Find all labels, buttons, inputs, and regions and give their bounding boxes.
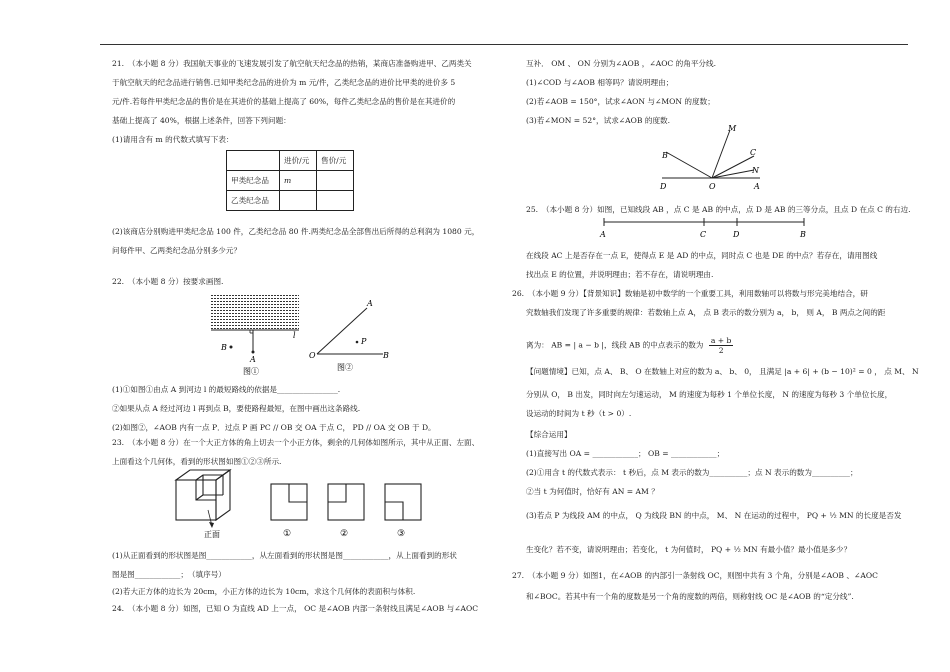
q26-line-8: (1)直接写出 OA = ____________； OB = ____________； xyxy=(526,449,725,458)
q26-line-2: 究数轴我们发现了许多重要的规律：若数轴上点 A， 点 B 表示的数分别为 a， b， 则 A， B 两点之间的距 xyxy=(526,308,886,317)
q27-line-1: 27. （本小题 9 分）如图1，在∠AOB 的内部引一条射线 OC，则图中共有 3 个角，分别是∠AOB 、∠AOC xyxy=(512,571,878,580)
q22-figure-2 xyxy=(305,296,395,376)
q23-line-4: 图是图____________； （填序号） xyxy=(112,570,226,579)
q24-line-1: 24. （本小题 8 分）如图，已知 O 为直线 AD 上一点， OC 是∠AOB 内部一条射线且满足∠AOB 与∠AOC xyxy=(112,604,479,613)
ray-oa xyxy=(317,308,367,354)
label-a: A xyxy=(250,355,256,364)
q24-cont-line-2: (1)∠COD 与∠AOB 相等吗？请说明理由； xyxy=(526,78,674,87)
q21-line-1: 21. （本小题 8 分）我国航天事业的飞速发展引发了航空航天纪念品的热销，某商店准备购进甲、乙两类关 xyxy=(112,59,472,68)
q26-line-9: (2)①用含 t 的代数式表示： t 秒后，点 M 表示的数为__________；点 N 表示的数为__________； xyxy=(526,468,858,477)
table-cell-a-cost: m xyxy=(280,171,317,191)
q23-line-2: 上面看这个几何体，看到的形状图如图①②③所示. xyxy=(112,457,282,466)
point-p xyxy=(356,341,359,344)
label-c: C xyxy=(750,148,757,157)
label-a2: A xyxy=(367,299,373,308)
table-row-a: 甲类纪念品 xyxy=(227,171,280,191)
q24-cont-line-1: 互补． OM 、 ON 分别为∠AOB ，∠AOC 的角平分线. xyxy=(526,59,717,68)
q21-line-7: 问每件甲、乙两类纪念品分别多少元？ xyxy=(112,246,242,255)
q24-cont-line-4: (3)若∠MON = 52°，试求∠AOB 的度数. xyxy=(526,116,671,125)
front-label: 正面 xyxy=(204,530,220,539)
fraction-denominator: 2 xyxy=(718,346,724,355)
q24-figure xyxy=(650,120,770,194)
q21-line-4: 基础上提高了 40%，根据上述条件，回答下列问题： xyxy=(112,116,291,125)
q23-line-5: (2)若大正方体的边长为 20cm，小正方体的边长为 10cm，求这个几何体的表面积与体积. xyxy=(112,587,416,596)
q21-line-6: (2)该商店分别购进甲类纪念品 100 件，乙类纪念品 80 件.两类纪念品全部售出后所得的总利润为 1080 元， xyxy=(112,227,480,236)
ray-om xyxy=(712,130,730,178)
table-header-cost: 进价/元 xyxy=(280,151,317,171)
ray-ob-24 xyxy=(666,152,712,178)
q23-view-1 xyxy=(268,482,312,540)
label-l: l xyxy=(293,331,296,340)
table-cell-b-cost[interactable] xyxy=(280,191,317,211)
table-row-b: 乙类纪念品 xyxy=(227,191,280,211)
point-a xyxy=(252,351,255,354)
table-cell-b-price[interactable] xyxy=(317,191,354,211)
fraction-numerator: a + b xyxy=(710,336,732,345)
q23-solid-figure xyxy=(168,466,252,542)
q23-line-1: 23. （本小题 8 分）在一个大正方体的角上切去一个小正方体，剩余的几何体如图所示，其中从正面、左面、 xyxy=(112,438,480,447)
q26-line-11: (3)若点 P 为线段 AM 的中点， Q 为线段 BN 的中点， M、 N 在运动的过程中， PQ + ½ MN 的长度是否发 xyxy=(526,511,902,520)
ray-oc xyxy=(712,156,754,178)
q21-line-2: 于航空航天的纪念品进行销售.已知甲类纪念品的进价为 m 元/件，乙类纪念品的进价比甲类的进价多 5 xyxy=(112,78,456,87)
label-p: P xyxy=(361,337,367,346)
q22-line-4: (2)如图②，∠AOB 内有一点 P．过点 P 画 PC // OB 交 OA 于点 C， PD // OA 交 OB 于 D。 xyxy=(112,423,436,432)
q23-view-2 xyxy=(325,482,369,540)
seg-label-c: C xyxy=(700,230,707,239)
q21-line-5: (1)请用含有 m 的代数式填写下表： xyxy=(112,135,234,144)
q26-line-7: 【综合运用】 xyxy=(526,430,572,439)
view-3-label: ③ xyxy=(397,529,406,539)
seg-label-a: A xyxy=(600,230,606,239)
q24-cont-line-3: (2)若∠AOB = 150°，试求∠AON 与∠MON 的度数； xyxy=(526,97,715,106)
fig1-caption: 图① xyxy=(243,367,259,376)
q26-line-6: 设运动的时间为 t 秒（t > 0）. xyxy=(526,409,632,418)
label-b24: B xyxy=(662,151,668,160)
q26-line-4: 【问题情境】已知，点 A、 B、 O 在数轴上对应的数为 a、 b、 0， 且满足 |a + 6| + (b − 10)² = 0 ， 点 M、 N xyxy=(526,367,919,376)
label-d: D xyxy=(660,182,667,191)
q26-line-1: 26. （本小题 9 分）【背景知识】数轴是初中数学的一个重要工具，利用数轴可以将数与形完美地结合，研 xyxy=(512,289,868,298)
q26-line-3 xyxy=(526,336,733,355)
midpoint-fraction xyxy=(709,336,734,355)
q27-line-2: 和∠BOC。若其中有一个角的度数是另一个角的度数的两倍，则称射线 OC 是∠AOB 的“定分线”. xyxy=(526,592,854,601)
label-o24: O xyxy=(709,182,716,191)
label-o: O xyxy=(309,351,316,360)
q26-line-12: 生变化？若不变，请说明理由；若变化， t 为何值时， PQ + ½ MN 有最小值？最小值是多少？ xyxy=(526,545,852,554)
label-b2: B xyxy=(383,351,389,360)
q22-line-1: 22. （本小题 8 分）按要求画图. xyxy=(112,277,224,286)
q23-line-3: (1)从正面看到的形状图是图____________，从左面看到的形状图是图____________，从上面看到的形状 xyxy=(112,551,457,560)
q21-table xyxy=(226,150,354,211)
q26-line-10: ②当 t 为何值时，恰好有 AN = AM ？ xyxy=(526,487,659,496)
river-hatch xyxy=(211,294,299,330)
label-m: M xyxy=(728,124,737,133)
label-a24: A xyxy=(754,182,760,191)
seg-label-d: D xyxy=(733,230,740,239)
q22-figure-1 xyxy=(205,292,305,376)
fig2-caption: 图② xyxy=(337,363,353,372)
seg-label-b: B xyxy=(800,230,806,239)
q22-line-3: ②如果从点 A 经过河边 l 再到点 B，要使路程最短，在图中画出这条路线. xyxy=(112,404,361,413)
q21-line-3: 元/件.若每件甲类纪念品的售价是在其进价的基础上提高了 60%，每件乙类纪念品的售价是在其进价的 xyxy=(112,97,456,106)
label-n: N xyxy=(752,166,759,175)
point-b xyxy=(230,346,233,349)
label-b: B xyxy=(221,343,227,352)
table-header-price: 售价/元 xyxy=(317,151,354,171)
view-2-label: ② xyxy=(340,529,349,539)
header-rule xyxy=(100,44,908,45)
q25-line-1: 25. （本小题 8 分）如图，已知线段 AB ，点 C 是 AB 的中点，点 D 是 AB 的三等分点，且点 D 在点 C 的右边. xyxy=(526,205,911,214)
q25-segment-figure xyxy=(590,216,820,240)
q26-line-5: 分别从 O， B 出发，同时向左匀速运动， M 的速度为每秒 1 个单位长度， N 的速度为每秒 3 个单位长度， xyxy=(526,390,893,399)
ray-on xyxy=(712,170,754,178)
table-cell-a-price[interactable] xyxy=(317,171,354,191)
q25-line-2: 在线段 AC 上是否存在一点 E，使得点 E 是 AD 的中点，同时点 C 也是 DE 的中点？若存在，请用图线 xyxy=(526,251,878,260)
view-1-label: ① xyxy=(283,529,292,539)
q22-line-2: (1)①如图①由点 A 到河边 l 的最短路线的依据是________________. xyxy=(112,385,341,394)
q23-view-3 xyxy=(382,482,426,540)
q25-line-3: 找出点 E 的位置，并说明理由；若不存在，请说明理由. xyxy=(526,270,714,279)
q26-line-3-text: 离为： AB = | a − b |，线段 AB 的中点表示的数为 xyxy=(526,340,704,350)
